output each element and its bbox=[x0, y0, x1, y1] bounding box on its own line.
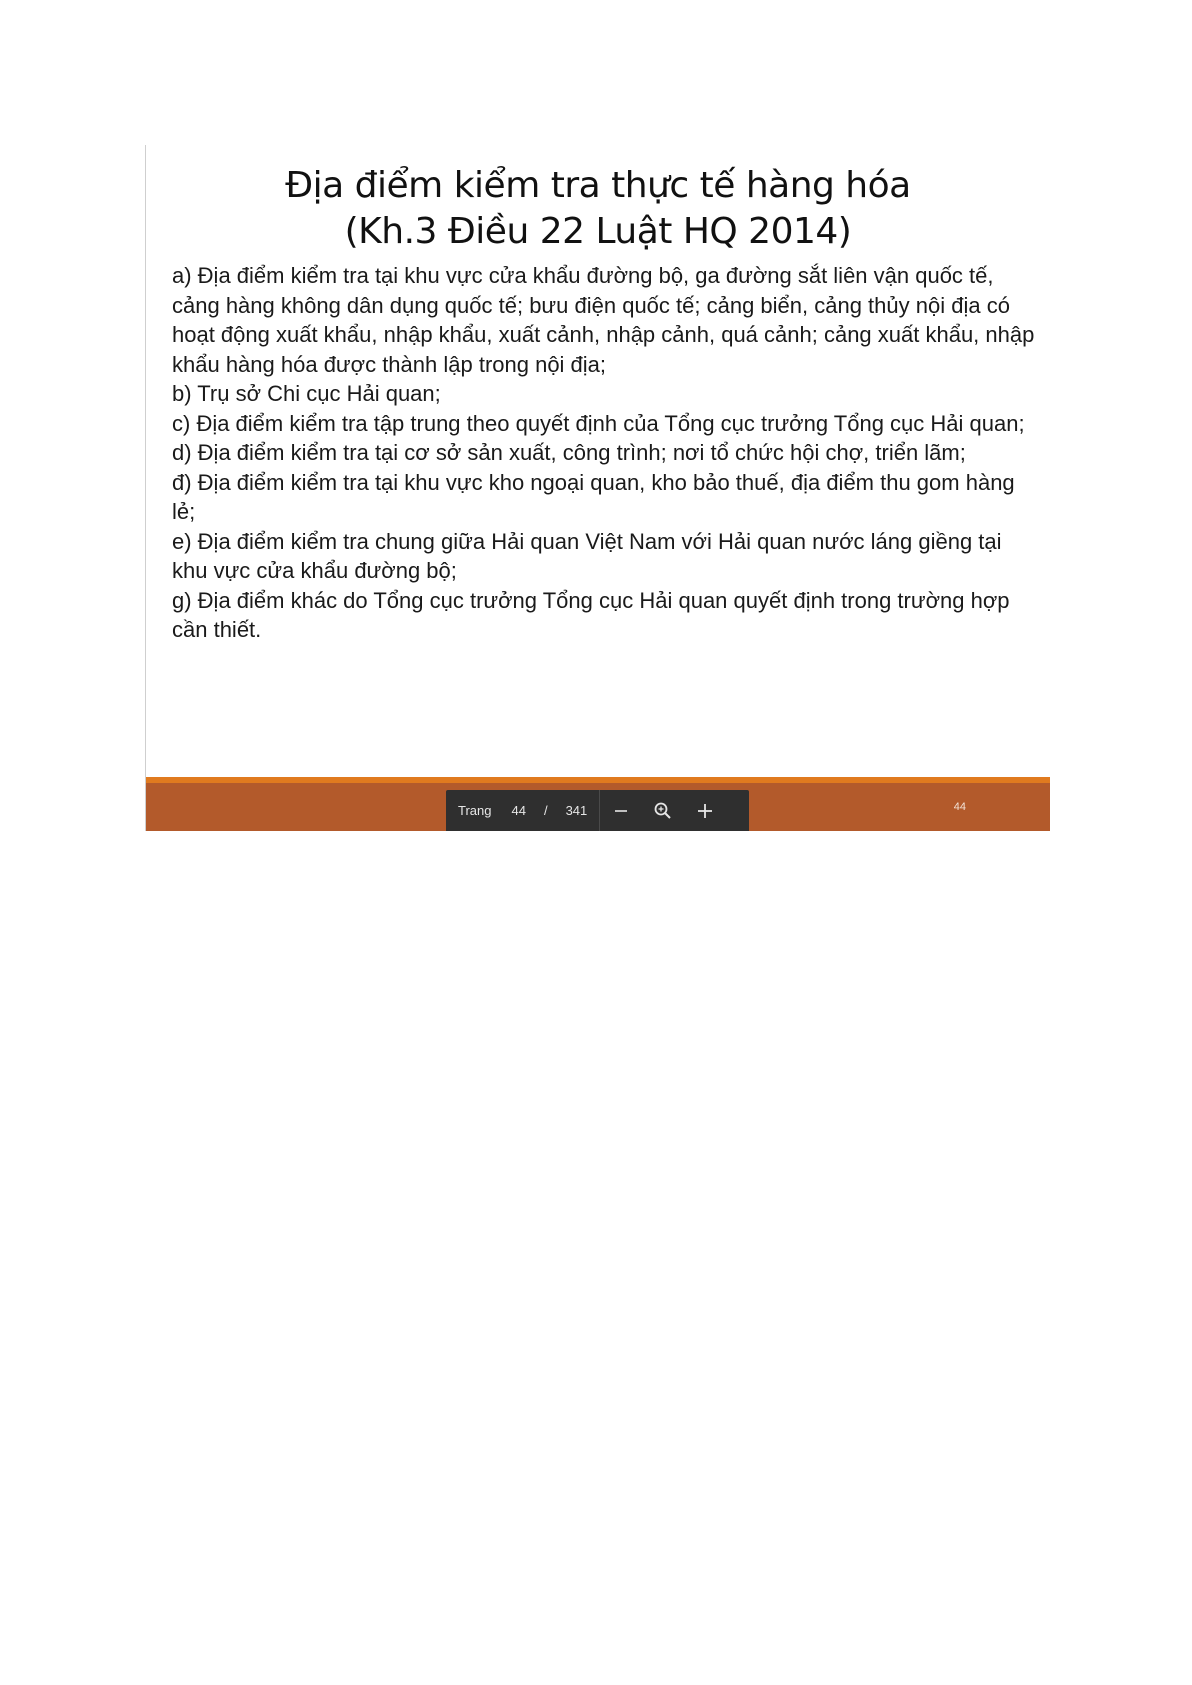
slide bbox=[145, 145, 1050, 831]
page-separator: / bbox=[543, 803, 548, 818]
list-item-e: e) Địa điểm kiểm tra chung giữa Hải quan Việt Nam với Hải quan nước láng giềng tại khu vực cửa khẩu đường bộ; bbox=[172, 528, 1002, 583]
zoom-button[interactable] bbox=[642, 790, 684, 831]
slide-title-line-1: Địa điểm kiểm tra thực tế hàng hóa bbox=[285, 165, 911, 206]
slide-body-list bbox=[146, 261, 1050, 645]
minus-icon bbox=[613, 803, 629, 819]
slide-number: 44 bbox=[953, 801, 966, 813]
page-indicator bbox=[446, 790, 600, 831]
current-page-input[interactable]: 44 bbox=[511, 803, 526, 818]
slide-footer-accent-line bbox=[146, 777, 1050, 783]
list-item-b: b) Trụ sở Chi cục Hải quan; bbox=[172, 381, 441, 406]
zoom-out-button[interactable] bbox=[600, 790, 642, 831]
zoom-icon bbox=[653, 801, 673, 821]
zoom-in-button[interactable] bbox=[684, 790, 726, 831]
page-label: Trang bbox=[458, 803, 492, 818]
plus-icon bbox=[696, 802, 714, 820]
viewer-toolbar bbox=[446, 790, 749, 831]
list-item-dd: đ) Địa điểm kiểm tra tại khu vực kho ngoại quan, kho bảo thuế, địa điểm thu gom hàng lẻ; bbox=[172, 469, 1015, 524]
total-pages: 341 bbox=[565, 803, 588, 818]
list-item-d: d) Địa điểm kiểm tra tại cơ sở sản xuất, công trình; nơi tổ chức hội chợ, triển lãm; bbox=[172, 440, 966, 465]
list-item-g: g) Địa điểm khác do Tổng cục trưởng Tổng cục Hải quan quyết định trong trường hợp cần thiết. bbox=[172, 587, 1010, 642]
list-item-c: c) Địa điểm kiểm tra tập trung theo quyết định của Tổng cục trưởng Tổng cục Hải quan; bbox=[172, 410, 1025, 436]
list-item-a: a) Địa điểm kiểm tra tại khu vực cửa khẩu đường bộ, ga đường sắt liên vận quốc tế, cảng hàng không dân dụng quốc tế; bưu điện quốc tế; cảng biển, cảng thủy nội địa có hoạt động xuất khẩu, nhập khẩu, xuất cảnh, nhập cảnh, quá cảnh; cảng xuất khẩu, nhập khẩu hàng hóa được thành lập trong nội địa; bbox=[172, 263, 1035, 377]
slide-title-line-2: (Kh.3 Điều 22 Luật HQ 2014) bbox=[344, 211, 852, 252]
slide-title bbox=[146, 145, 1050, 255]
